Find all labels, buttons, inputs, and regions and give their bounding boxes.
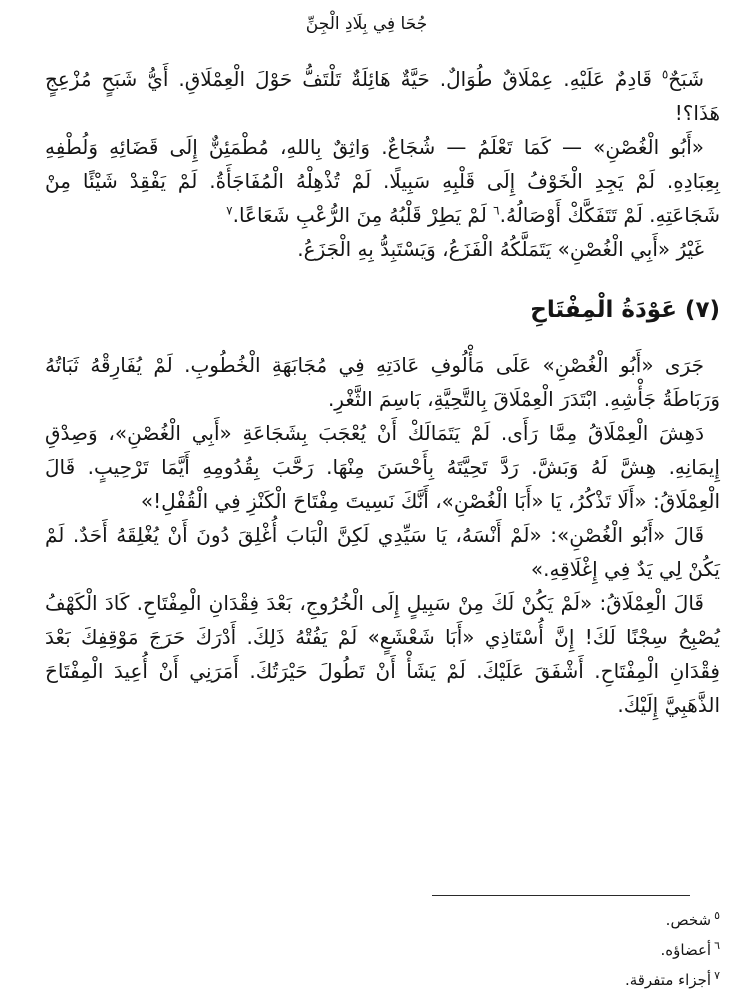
paragraph-text: دَهِشَ الْعِمْلَاقُ مِمَّا رَأَى. لَمْ يَتَمَالَكْ أَنْ يُعْجَبَ بِشَجَاعَةِ «أَبِي الْغُصْنِ»، وَصِدْقِ إِيمَانِهِ. هِشَّ لَهُ وَبَشَّ. رَدَّ تَحِيَّتَهُ بِأَحْسَنَ مِنْهَا. رَحَّبَ بِقُدُومِهِ أَيَّمَا تَرْحِيبٍ. قَالَ الْعِمْلَاقُ: «أَلَا تَذْكُرُ، يَا «أَبَا الْغُصْنِ»، أَنَّكَ نَسِيتَ مِفْتَاحَ الْكَنْزِ فِي الْقُفْلِ!»: [45, 421, 720, 513]
footnote-ref-7: ٧: [226, 203, 233, 218]
paragraph-text: شَبَحٌ: [668, 67, 704, 91]
footnote-separator: [432, 895, 690, 896]
footnote-ref-5: ٥: [661, 67, 669, 82]
paragraph-text: قَالَ الْعِمْلَاقُ: «لَمْ يَكُنْ لَكَ مِنْ سَبِيلٍ إِلَى الْخُرُوجِ، بَعْدَ فِقْدَانِ الْمِفْتَاحِ. كَادَ الْكَهْفُ يُصْبِحُ سِجْنًا لَكَ! إِنَّ أُسْتَاذِي «أَبَا شَعْشَعٍ» لَمْ يَفُتْهُ ذَلِكَ. أَدْرَكَ حَرَجَ مَوْقِفِكَ بَعْدَ فِقْدَانِ الْمِفْتَاحِ. أَشْفَقَ عَلَيْكَ. لَمْ يَشَأْ أَنْ تَطُولَ حَيْرَتُكَ. أَمَرَنِي أَنْ أُعِيدَ الْمِفْتَاحَ الذَّهَبِيَّ إِلَيْكَ.: [45, 591, 720, 717]
paragraph: [45, 62, 720, 130]
footnote: [45, 935, 720, 965]
paragraph-text: «أَبُو الْغُصْنِ» — كَمَا تَعْلَمُ — شُجَاعٌ. وَاثِقٌ بِاللهِ، مُطْمَئِنٌّ إِلَى قَضَائِهِ وَلُطْفِهِ بِعِبَادِهِ. لَمْ يَجِدِ الْخَوْفُ إِلَى قَلْبِهِ سَبِيلًا. لَمْ تُذْهِلْهُ الْمُفَاجَأَةُ. لَمْ يَفْقِدْ شَيْئًا مِنْ شَجَاعَتِهِ. لَمْ تَتَفَكَّكْ أَوْصَالُهُ.: [45, 135, 720, 227]
paragraph-text: لَمْ يَطِرْ قَلْبُهُ مِنَ الرُّعْبِ شَعَاعًا.: [232, 203, 494, 227]
footnote: [45, 965, 720, 995]
paragraph-text: غَيْرُ «أَبِي الْغُصْنِ» يَتَمَلَّكُهُ الْفَزَعُ، وَيَسْتَبِدُّ بِهِ الْجَزَعُ.: [297, 237, 704, 261]
section-heading: (٧) عَوْدَةُ الْمِفْتَاحِ: [530, 297, 720, 323]
footnote: [45, 905, 720, 935]
footnote-text: أجزاء متفرقة.: [624, 971, 712, 989]
paragraph-text: قَالَ «أَبُو الْغُصْنِ»: «لَمْ أَنْسَهُ، يَا سَيِّدِي لَكِنَّ الْبَابَ أُغْلِقَ دُونَ أَنْ يُغْلِقَهُ أَحَدٌ. لَمْ يَكُنْ لِي يَدٌ فِي إِغْلَاقِهِ.»: [45, 523, 720, 581]
paragraph: [45, 586, 720, 722]
paragraph-text: قَادِمٌ عَلَيْهِ. عِمْلَاقٌ طُوَالٌ. حَيَّةٌ هَائِلَةٌ تَلْتَفُّ حَوْلَ الْعِمْلَاقِ. أَيُّ شَبَحٍ مُزْعِجٍ هَذَا؟!: [45, 67, 720, 125]
footnote-text: شخص.: [665, 911, 712, 929]
paragraph-text: جَرَى «أَبُو الْغُصْنِ» عَلَى مَأْلُوفِ عَادَتِهِ فِي مُجَابَهَةِ الْخُطُوبِ. لَمْ يُفَارِقْهُ ثَبَاتُهُ وَرَبَاطَةُ جَأْشِهِ. ابْتَدَرَ الْعِمْلَاقَ بِالتَّحِيَّةِ، بَاسِمَ الثَّغْرِ.: [45, 353, 720, 411]
footnote-text: أعضاؤه.: [660, 941, 712, 959]
footnotes-section: [45, 895, 720, 995]
paragraph: [45, 518, 720, 586]
footnote-ref-6: ٦: [493, 203, 500, 218]
footnote-marker: ٥: [714, 909, 720, 922]
footnote-marker: ٦: [714, 939, 720, 952]
paragraph: [45, 130, 720, 232]
running-title: جُحَا فِي بِلَادِ الْجِنِّ: [305, 14, 428, 34]
page-body: [45, 62, 720, 722]
paragraph: [45, 348, 720, 416]
footnote-marker: ٧: [714, 969, 720, 982]
paragraph: [45, 416, 720, 518]
paragraph: [45, 232, 720, 266]
